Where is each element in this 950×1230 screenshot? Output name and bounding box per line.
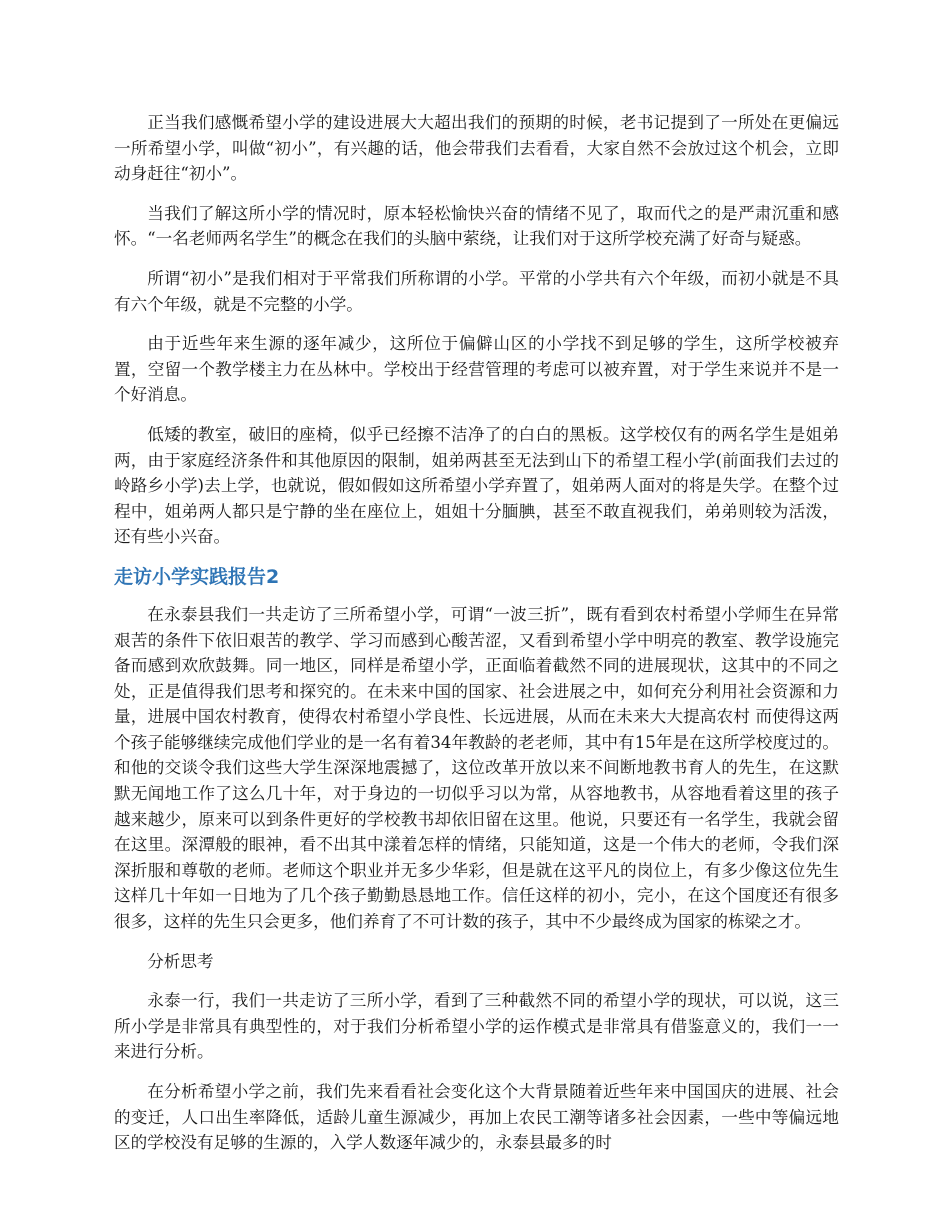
paragraph: 低矮的教室，破旧的座椅，似乎已经擦不洁净了的白白的黑板。这学校仅有的两名学生是姐弟两，由于家庭经济条件和其他原因的限制，姐弟两甚至无法到山下的希望工程小学(前面我们去过的岭路乡小学)去上学，也就说，假如假如这所希望小学弃置了，姐弟两人面对的将是失学。在整个过程中，姐弟两人都只是宁静的坐在座位上，姐姐十分腼腆，甚至不敢直视我们，弟弟则较为活泼，还有些小兴奋。 <box>114 424 839 547</box>
paragraph: 在分析希望小学之前，我们先来看看社会变化这个大背景随着近些年来中国国庆的进展、社会的变迁，人口出生率降低，适龄儿童生源减少，再加上农民工潮等诸多社会因素，一些中等偏远地区的学校没有足够的生源的，入学人数逐年减少的，永泰县最多的时 <box>114 1082 839 1153</box>
paragraph: 在永泰县我们一共走访了三所希望小学，可谓“一波三折”，既有看到农村希望小学师生在异常艰苦的条件下依旧艰苦的教学、学习而感到心酸苦涩，又看到希望小学中明亮的教室、教学设施完备而感到欢欣鼓舞。同一地区，同样是希望小学，正面临着截然不同的进展现状，这其中的不同之处，正是值得我们思考和探究的。在未来中国的国家、社会进展之中，如何充分利用社会资源和力量，进展中国农村教育，使得农村希望小学良性、长远进展，从而在未来大大提高农村 而使得这两个孩子能够继续完成他们学业的是一名有着34年教龄的老老师，其中有15年是在这所学校度过的。和他的交谈令我们这些大学生深深地震撼了，这位改革开放以来不间断地教书育人的先生，在这默默无闻地工作了这么几十年，对于身边的一切似乎习以为常，从容地教书，从容地看着这里的孩子越来越少，原来可以到条件更好的学校教书却依旧留在这里。他说，只要还有一名学生，我就会留在这里。深潭般的眼神，看不出其中漾着怎样的情绪，只能知道，这是一个伟大的老师，令我们深深折服和尊敬的老师。老师这个职业并无多少华彩，但是就在这平凡的岗位上，有多少像这位先生这样几十年如一日地为了几个孩子勤勤恳恳地工作。信任这样的初小，完小，在这个国度还有很多很多，这样的先生只会更多，他们养育了不可计数的孩子，其中不少最终成为国家的栋梁之才。 <box>114 604 839 932</box>
paragraph: 由于近些年来生源的逐年减少，这所位于偏僻山区的小学找不到足够的学生，这所学校被弃置，空留一个教学楼主力在丛林中。学校出于经营管理的考虑可以被弃置，对于学生来说并不是一个好消息。 <box>114 334 839 405</box>
paragraph: 正当我们感慨希望小学的建设进展大大超出我们的预期的时候，老书记提到了一所处在更偏远一所希望小学，叫做“初小”，有兴趣的话，他会带我们去看看，大家自然不会放过这个机会，立即动身赶往“初小”。 <box>114 113 839 184</box>
paragraph: 永泰一行，我们一共走访了三所小学，看到了三种截然不同的希望小学的现状，可以说，这三所小学是非常具有典型性的，对于我们分析希望小学的运作模式是非常具有借鉴意义的，我们一一来进行分析。 <box>114 991 839 1062</box>
paragraph: 当我们了解这所小学的情况时，原本轻松愉快兴奋的情绪不见了，取而代之的是严肃沉重和感怀。“一名老师两名学生”的概念在我们的头脑中萦绕，让我们对于这所学校充满了好奇与疑惑。 <box>114 203 839 249</box>
document-page <box>114 110 839 1156</box>
subheading-paragraph: 分析思考 <box>147 951 214 971</box>
section-heading: 走访小学实践报告2 <box>114 565 280 588</box>
paragraph: 所谓“初小”是我们相对于平常我们所称谓的小学。平常的小学共有六个年级，而初小就是不具有六个年级，就是不完整的小学。 <box>114 268 839 314</box>
